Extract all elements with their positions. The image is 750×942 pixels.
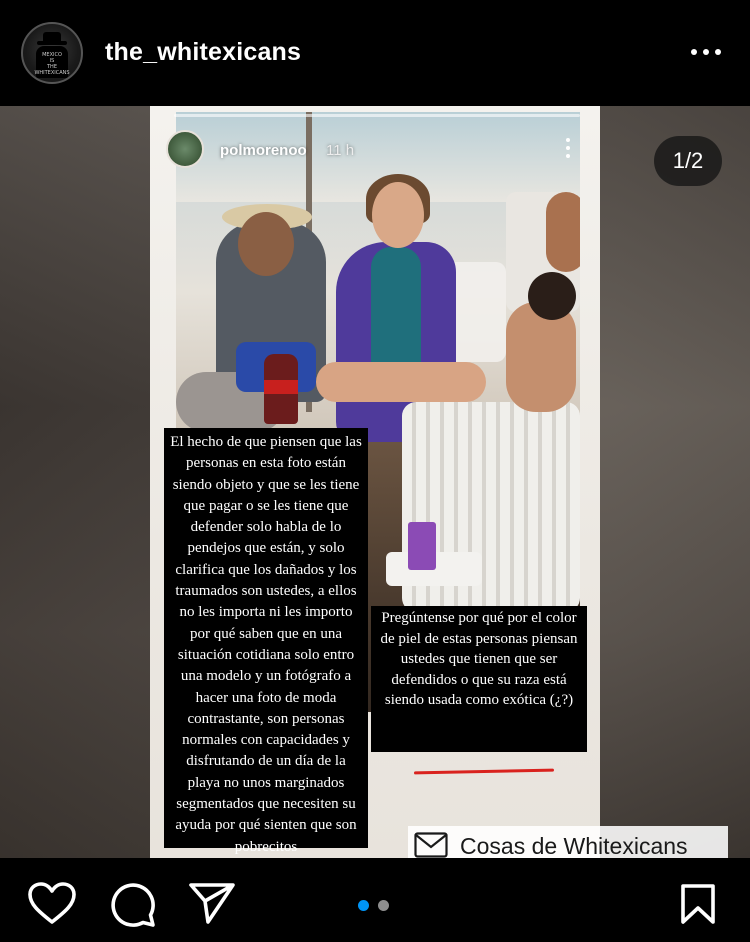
bookmark-icon[interactable] — [680, 883, 716, 925]
watermark-text: Cosas de Whitexicans — [460, 833, 688, 858]
carousel-dot — [378, 900, 389, 911]
red-underline — [414, 769, 554, 775]
more-horizontal-icon[interactable] — [688, 40, 724, 64]
heart-icon[interactable] — [28, 882, 76, 924]
blurred-background-left — [0, 106, 150, 858]
envelope-icon — [414, 832, 448, 858]
carousel-counter: 1/2 — [654, 136, 722, 186]
blurred-background-right — [600, 106, 750, 858]
story-text-right: Pregúntense por qué por el color de piel de estas personas piensan ustedes que tienen que ser defendidos o que su raza está siendo usada como exótica (¿?) — [371, 606, 587, 752]
watermark — [408, 826, 728, 858]
story-more-icon — [564, 136, 572, 160]
profile-username[interactable]: the_whitexicans — [105, 38, 302, 66]
story-avatar — [166, 130, 204, 168]
avatar-logo-text: MEXICO IS THE WHITEXICANS — [34, 52, 70, 76]
story-text-left: El hecho de que piensen que las personas en esta foto están siendo objeto y que se les tiene que pagar o se les tiene que defender solo habla de lo pendejos que están, y solo clarifica que los dañados y los traumados son ustedes, a ellos no les importa ni les importo por qué saben que en una situación cotidiana solo entro una modelo y un fotógrafo a hacer una foto de moda contrastante, son personas normales con capacidades y disfrutando de un día de la playa no unos marginados segmentados que necesiten su ayuda por qué sienten que son pobrecitos — [164, 428, 368, 848]
post-media[interactable] — [0, 106, 750, 858]
carousel-indicator — [358, 900, 398, 910]
story-progress-bar — [174, 114, 580, 117]
comment-icon[interactable] — [110, 882, 156, 928]
story-screenshot — [150, 106, 600, 858]
share-icon[interactable] — [189, 882, 235, 924]
action-bar — [0, 858, 750, 942]
story-username: polmorenoo — [220, 142, 307, 159]
profile-avatar[interactable] — [21, 22, 83, 84]
hat-brim-shape — [37, 41, 67, 45]
post-header — [0, 0, 750, 106]
carousel-dot-active — [358, 900, 369, 911]
story-timestamp: 11 h — [326, 142, 355, 159]
